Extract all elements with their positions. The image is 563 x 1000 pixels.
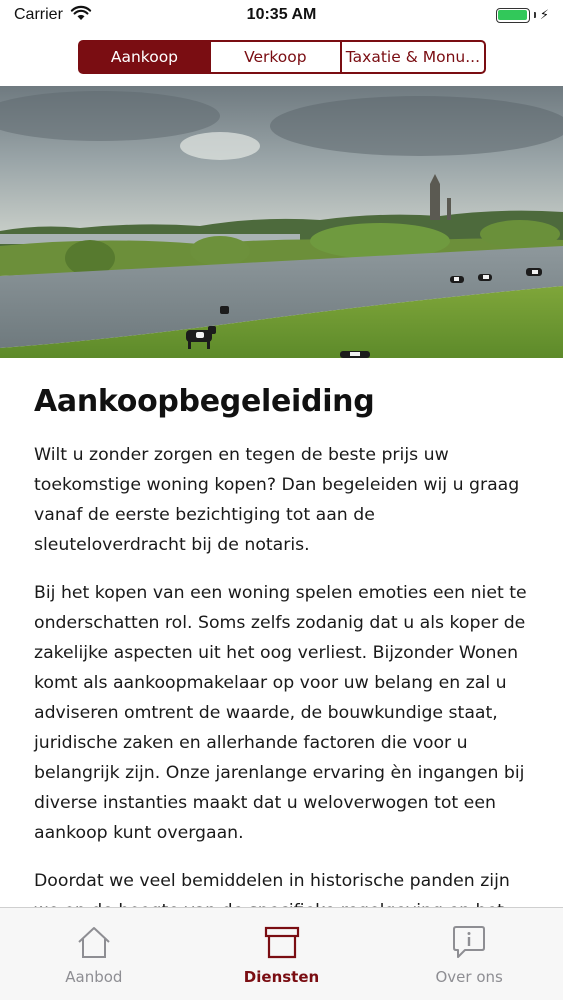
article-paragraph: Doordat we veel bemiddelen in historische panden zijn (34, 871, 510, 891)
status-bar (0, 0, 563, 30)
article-paragraph: Bij het kopen van een woning spelen emoties een niet te onderschatten rol. Soms zelfs zodanig dat u als koper de zakelijke aspecten uit het oog verliest. Bijzonder Wonen komt als aankoopmakelaar op voor uw belang en zal u adviseren omtrent de waarde, de bouwkundige staat, juridische zaken en allerhande factoren die voor u belangrijk zijn. Onze jarenlange ervaring èn ingangen bij diverse instanties maakt dat u weloverwogen tot een aankoop kunt overgaan. (34, 583, 527, 843)
tab-bar (0, 907, 563, 1000)
tab-label: Aanbod (65, 968, 123, 986)
status-right (496, 8, 549, 23)
tab-diensten[interactable] (188, 908, 376, 1000)
battery-icon (496, 8, 530, 23)
status-time: 10:35 AM (246, 6, 317, 23)
wifi-icon (71, 6, 91, 25)
house-icon (74, 922, 114, 962)
tab-label: Over ons (435, 968, 503, 986)
info-bubble-icon (449, 922, 489, 962)
tab-over-ons[interactable] (375, 908, 563, 1000)
article (0, 358, 563, 908)
tab-aanbod[interactable] (0, 908, 188, 1000)
battery-level (498, 10, 527, 20)
battery-cap (534, 12, 536, 18)
tab-label: Diensten (243, 968, 320, 986)
segment-aankoop[interactable]: Aankoop (80, 42, 209, 72)
status-left (14, 6, 91, 25)
segment-verkoop[interactable]: Verkoop (209, 42, 340, 72)
article-paragraph: Wilt u zonder zorgen en tegen de beste prijs uw toekomstige woning kopen? Dan begeleiden wij u graag vanaf de eerste bezichtiging tot aan de sleuteloverdracht bij de notaris. (34, 445, 520, 555)
segmented-control (78, 40, 486, 74)
box-icon (262, 922, 302, 962)
hero-image (0, 86, 563, 358)
article-title: Aankoopbegeleiding (34, 384, 375, 419)
charging-bolt-icon: ⚡ (539, 7, 549, 23)
carrier-label: Carrier (14, 6, 63, 23)
segment-taxatie[interactable]: Taxatie & Monu... (340, 42, 484, 72)
